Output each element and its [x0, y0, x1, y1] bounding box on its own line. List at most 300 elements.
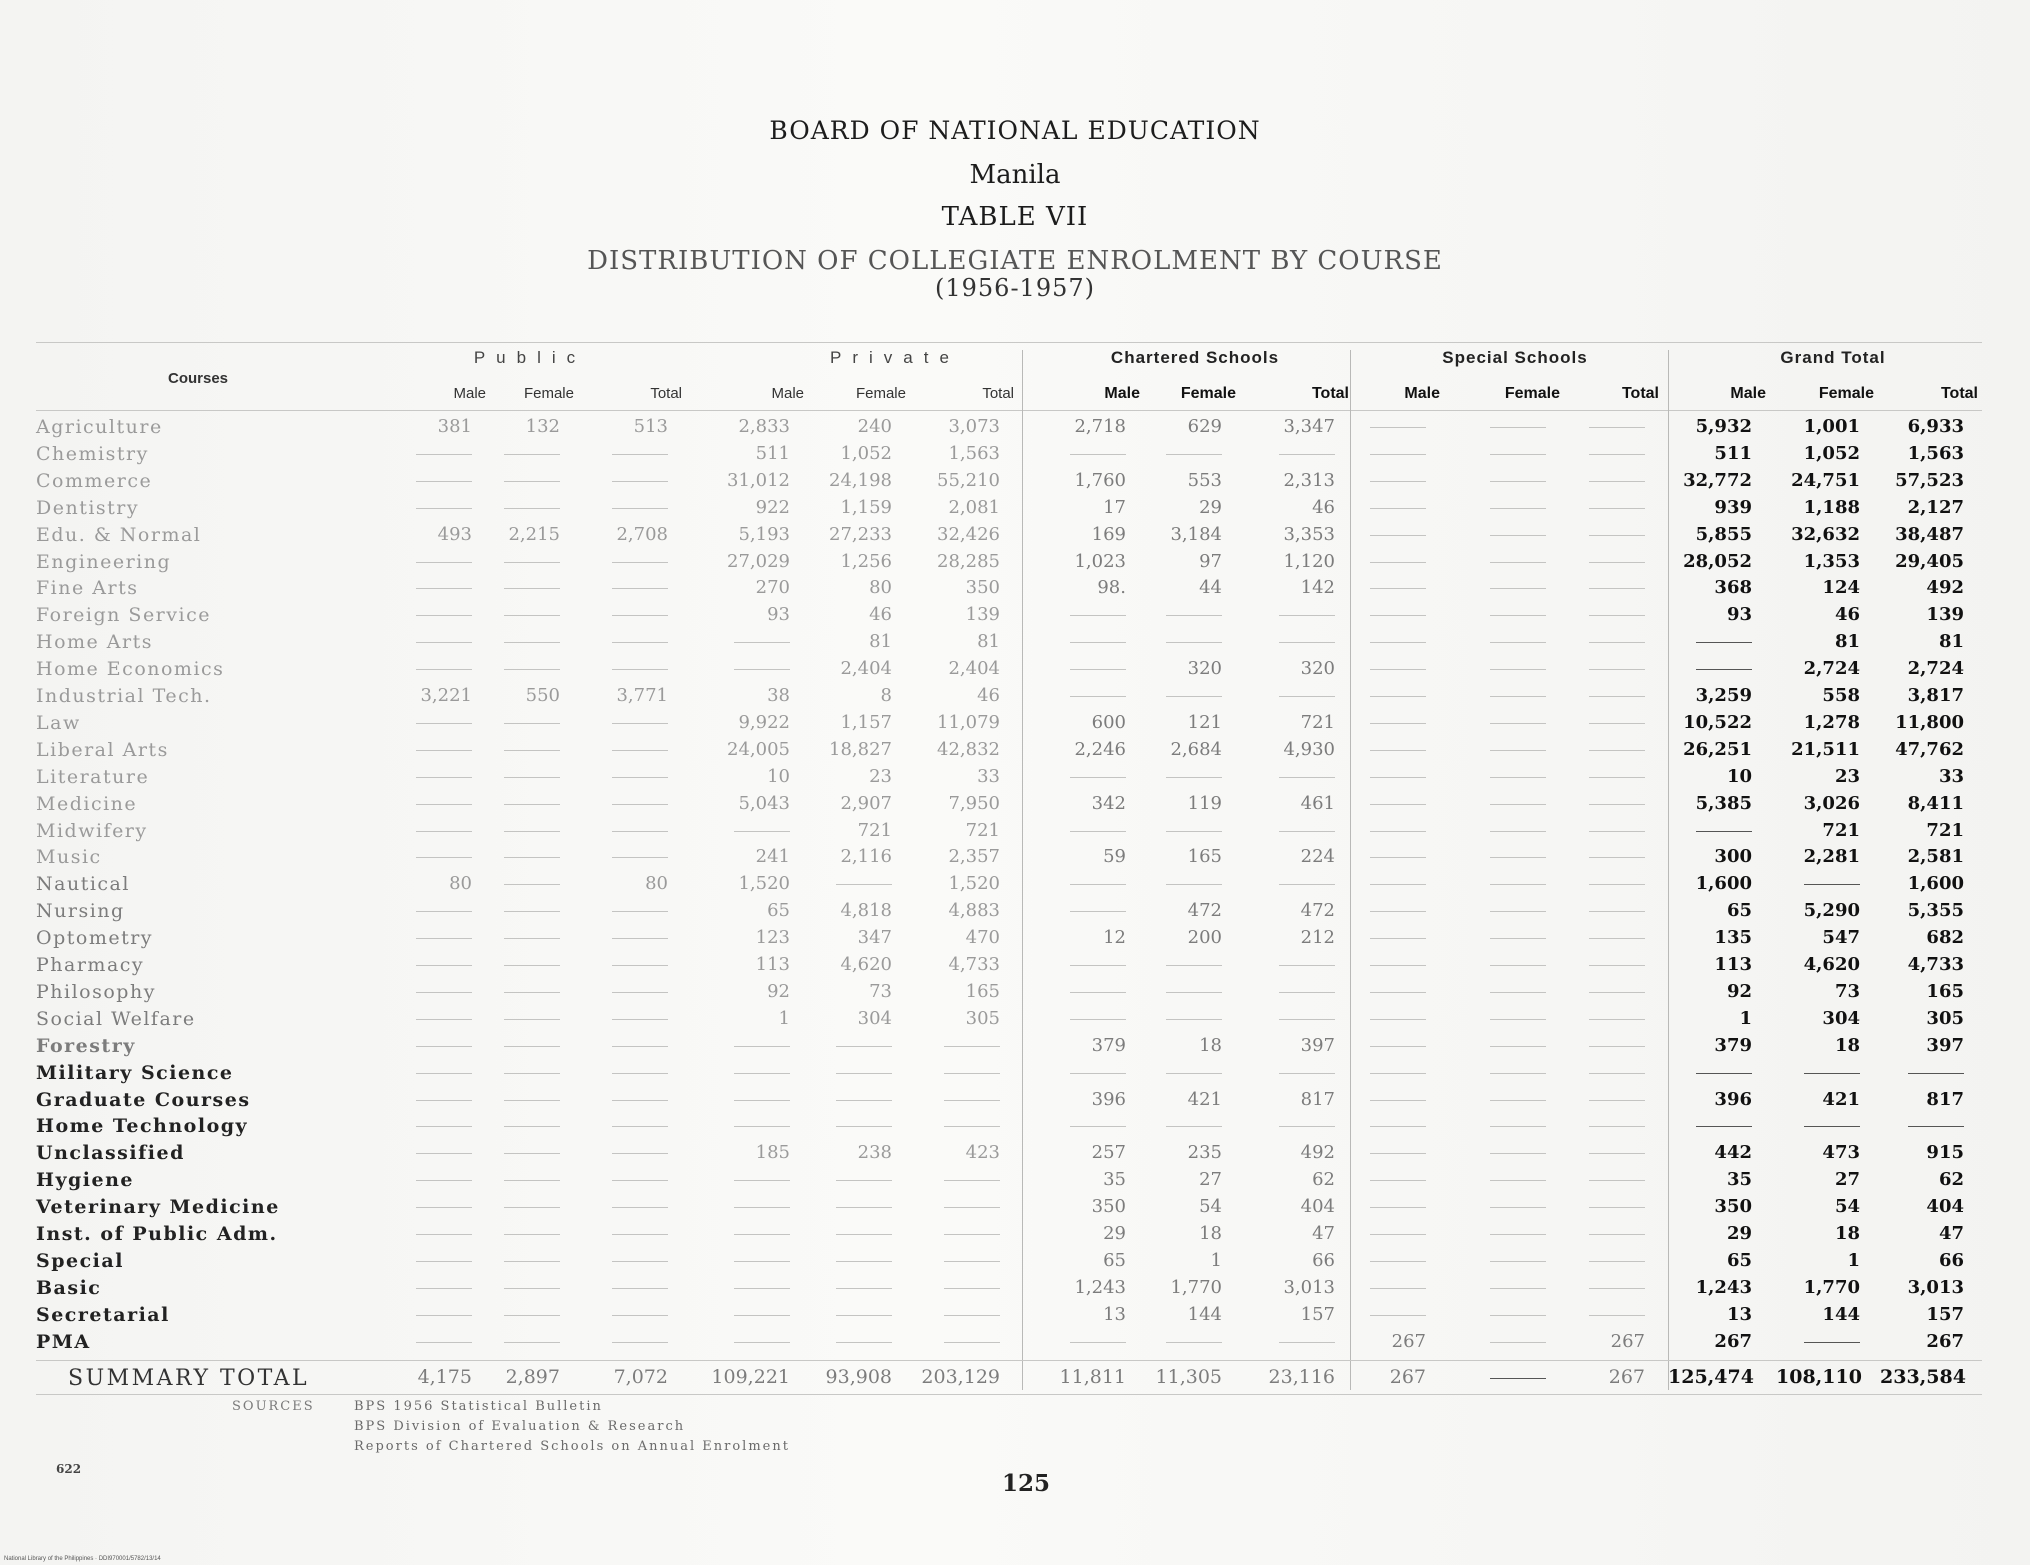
table-cell [388, 766, 472, 787]
empty-dash [416, 911, 472, 912]
table-cell: 721 [1822, 820, 1860, 841]
empty-dash [836, 1207, 892, 1208]
empty-dash [504, 1180, 560, 1181]
table-cell [1042, 1331, 1126, 1352]
table-cell [1776, 873, 1860, 894]
table-cell [584, 631, 668, 652]
table-cell [1561, 1223, 1645, 1244]
table-cell: 721 [857, 820, 892, 841]
table-cell: 165 [1926, 981, 1964, 1002]
table-cell [706, 1035, 790, 1056]
table-cell [916, 1331, 1000, 1352]
table-cell: 1,188 [1803, 497, 1860, 518]
table-cell: 5,855 [1695, 524, 1752, 545]
table-row [0, 846, 2030, 873]
column-subheader: Male [1404, 385, 1440, 402]
empty-dash [1370, 750, 1426, 751]
empty-dash [504, 1100, 560, 1101]
empty-dash [1589, 615, 1645, 616]
empty-dash [504, 911, 560, 912]
empty-dash [612, 750, 668, 751]
table-cell: 24,751 [1791, 470, 1860, 491]
table-cell: 3,771 [616, 685, 668, 706]
empty-dash [416, 1073, 472, 1074]
course-name: Basic [36, 1277, 102, 1299]
table-cell: 93 [1726, 604, 1752, 625]
empty-dash [1070, 884, 1126, 885]
empty-dash [416, 804, 472, 805]
table-cell [1561, 1062, 1645, 1083]
empty-dash [944, 1288, 1000, 1289]
table-cell: 13 [1103, 1304, 1126, 1325]
table-cell: 1,120 [1283, 551, 1335, 572]
table-cell [1342, 873, 1426, 894]
table-cell [808, 1250, 892, 1271]
table-cell: 32,426 [937, 524, 1000, 545]
table-cell: 2,404 [840, 658, 892, 679]
table-cell: 142 [1300, 577, 1335, 598]
empty-dash [1370, 1288, 1426, 1289]
empty-dash [1070, 1019, 1126, 1020]
empty-dash [416, 1342, 472, 1343]
empty-dash [1370, 1126, 1426, 1127]
course-name: Dentistry [36, 497, 140, 519]
table-cell: 113 [1714, 954, 1752, 975]
table-cell: 13 [1726, 1304, 1752, 1325]
table-cell: 922 [755, 497, 790, 518]
table-cell: 1,563 [948, 443, 1000, 464]
table-cell [1342, 739, 1426, 760]
table-cell [1462, 1196, 1546, 1217]
table-cell [388, 927, 472, 948]
empty-dash [504, 1342, 560, 1343]
table-cell [476, 577, 560, 598]
empty-dash [944, 1180, 1000, 1181]
table-cell: 54 [1199, 1196, 1222, 1217]
course-name: Secretarial [36, 1304, 170, 1326]
table-cell: 241 [755, 846, 790, 867]
empty-dash [1279, 831, 1335, 832]
table-row [0, 470, 2030, 497]
course-name: Nautical [36, 873, 130, 895]
table-cell: 38,487 [1895, 524, 1964, 545]
table-cell [1251, 873, 1335, 894]
empty-dash [612, 1180, 668, 1181]
table-cell [1342, 954, 1426, 975]
table-cell [1342, 712, 1426, 733]
empty-dash [1589, 1019, 1645, 1020]
empty-dash [504, 804, 560, 805]
empty-dash [504, 1126, 560, 1127]
empty-dash [1166, 615, 1222, 616]
table-cell [1561, 524, 1645, 545]
empty-dash [504, 831, 560, 832]
empty-dash [1589, 777, 1645, 778]
empty-dash [1589, 831, 1645, 832]
table-cell [584, 1008, 668, 1029]
column-subheader: Total [1621, 385, 1659, 402]
table-cell [584, 981, 668, 1002]
table-cell: 66 [1312, 1250, 1335, 1271]
table-cell: 3,259 [1695, 685, 1752, 706]
table-cell [706, 1277, 790, 1298]
table-cell: 1,159 [840, 497, 892, 518]
empty-dash [734, 642, 790, 643]
empty-dash [416, 1315, 472, 1316]
table-cell [1251, 1331, 1335, 1352]
table-cell [1561, 577, 1645, 598]
table-cell: 511 [755, 443, 790, 464]
empty-dash [1490, 1073, 1546, 1074]
table-cell [1462, 1250, 1546, 1271]
table-cell [1462, 631, 1546, 652]
table-cell [1462, 981, 1546, 1002]
empty-dash [1589, 588, 1645, 589]
table-cell [1462, 470, 1546, 491]
empty-dash [1166, 1019, 1222, 1020]
table-cell: 1,520 [738, 873, 790, 894]
table-cell: 2,246 [1074, 739, 1126, 760]
empty-dash [1279, 454, 1335, 455]
empty-dash [944, 1073, 1000, 1074]
empty-dash [836, 1315, 892, 1316]
empty-dash [1490, 1126, 1546, 1127]
table-row [0, 927, 2030, 954]
table-cell [388, 1223, 472, 1244]
empty-dash [1589, 1261, 1645, 1262]
table-cell: 368 [1714, 577, 1752, 598]
table-cell: 24,198 [829, 470, 892, 491]
table-cell [1561, 873, 1645, 894]
empty-dash [1696, 642, 1752, 643]
empty-dash [1279, 696, 1335, 697]
empty-dash [836, 884, 892, 885]
table-cell [1668, 1115, 1752, 1136]
table-cell: 27,233 [829, 524, 892, 545]
table-cell: 600 [1091, 712, 1126, 733]
empty-dash [612, 857, 668, 858]
table-cell [1561, 685, 1645, 706]
course-name: Hygiene [36, 1169, 134, 1191]
table-cell: 473 [1822, 1142, 1860, 1163]
table-cell [1462, 443, 1546, 464]
empty-dash [944, 1100, 1000, 1101]
table-row [0, 1035, 2030, 1062]
course-name: Music [36, 846, 102, 868]
empty-dash [416, 1207, 472, 1208]
empty-dash [1070, 1126, 1126, 1127]
table-row [0, 981, 2030, 1008]
table-cell: 46 [1312, 497, 1335, 518]
empty-dash [734, 1126, 790, 1127]
table-cell: 1,600 [1695, 873, 1752, 894]
table-cell [1042, 1115, 1126, 1136]
table-cell [808, 873, 892, 894]
empty-dash [1490, 427, 1546, 428]
empty-dash [1166, 642, 1222, 643]
table-cell [1561, 1169, 1645, 1190]
empty-dash [1370, 642, 1426, 643]
table-cell [1561, 793, 1645, 814]
empty-dash [612, 562, 668, 563]
table-cell: 32,632 [1791, 524, 1860, 545]
table-cell: 553 [1187, 470, 1222, 491]
empty-dash [1166, 454, 1222, 455]
table-cell [476, 846, 560, 867]
empty-dash [1370, 562, 1426, 563]
table-cell: 3,184 [1170, 524, 1222, 545]
table-cell: 11,800 [1895, 712, 1964, 733]
table-cell: 257 [1091, 1142, 1126, 1163]
table-cell: 93 [767, 604, 790, 625]
table-cell: 10 [1726, 766, 1752, 787]
empty-dash [504, 1261, 560, 1262]
table-cell: 80 [869, 577, 892, 598]
course-name: Social Welfare [36, 1008, 196, 1030]
table-cell: 42,832 [937, 739, 1000, 760]
table-cell [706, 1169, 790, 1190]
empty-dash [504, 857, 560, 858]
table-cell: 1,278 [1803, 712, 1860, 733]
table-cell [1462, 1277, 1546, 1298]
empty-dash [734, 1100, 790, 1101]
table-cell [1042, 631, 1126, 652]
empty-dash [1370, 911, 1426, 912]
table-cell [916, 1035, 1000, 1056]
empty-dash [1589, 1073, 1645, 1074]
empty-dash [1370, 508, 1426, 509]
table-cell [476, 739, 560, 760]
empty-dash [612, 1153, 668, 1154]
empty-dash [1589, 857, 1645, 858]
table-cell [916, 1304, 1000, 1325]
empty-dash [1370, 1100, 1426, 1101]
table-cell [388, 846, 472, 867]
table-cell [584, 739, 668, 760]
table-cell [1138, 1008, 1222, 1029]
table-cell [1042, 954, 1126, 975]
table-cell [706, 820, 790, 841]
table-row [0, 1196, 2030, 1223]
empty-dash [1589, 1315, 1645, 1316]
table-cell [584, 900, 668, 921]
course-name: Veterinary Medicine [36, 1196, 280, 1218]
table-cell: 320 [1300, 658, 1335, 679]
empty-dash [1370, 588, 1426, 589]
empty-dash [836, 1288, 892, 1289]
table-cell [584, 658, 668, 679]
table-cell [1342, 981, 1426, 1002]
table-cell [1342, 1142, 1426, 1163]
table-cell [1342, 1008, 1426, 1029]
table-cell [1462, 712, 1546, 733]
table-cell: 47 [1938, 1223, 1964, 1244]
empty-dash [504, 938, 560, 939]
table-cell [388, 793, 472, 814]
summary-cell: 109,221 [711, 1366, 790, 1388]
empty-dash [944, 1315, 1000, 1316]
table-cell: 5,193 [738, 524, 790, 545]
empty-dash [612, 831, 668, 832]
table-cell [476, 1169, 560, 1190]
table-cell: 27 [1834, 1169, 1860, 1190]
table-cell: 721 [965, 820, 1000, 841]
empty-dash [944, 1126, 1000, 1127]
empty-dash [1166, 777, 1222, 778]
table-cell [706, 1331, 790, 1352]
summary-cell: 7,072 [613, 1366, 668, 1388]
table-cell [476, 631, 560, 652]
table-cell [808, 1196, 892, 1217]
column-subheader: Female [1818, 385, 1874, 402]
table-cell [1776, 1062, 1860, 1083]
table-cell [584, 1250, 668, 1271]
empty-dash [1370, 669, 1426, 670]
empty-dash [1279, 615, 1335, 616]
table-cell [1042, 604, 1126, 625]
empty-dash [504, 1046, 560, 1047]
table-cell: 54 [1834, 1196, 1860, 1217]
table-cell [706, 1115, 790, 1136]
table-cell [916, 1089, 1000, 1110]
table-cell: 381 [437, 416, 472, 437]
empty-dash [1070, 454, 1126, 455]
table-cell: 1,052 [840, 443, 892, 464]
table-cell [1138, 443, 1222, 464]
empty-dash [1589, 1100, 1645, 1101]
table-number: TABLE VII [941, 202, 1089, 232]
table-row [0, 416, 2030, 443]
table-cell [1880, 1115, 1964, 1136]
table-cell [916, 1223, 1000, 1244]
table-cell: 721 [1300, 712, 1335, 733]
table-cell [808, 1331, 892, 1352]
table-cell [1251, 981, 1335, 1002]
empty-dash [612, 615, 668, 616]
empty-dash [504, 1288, 560, 1289]
empty-dash [612, 588, 668, 589]
table-cell: 4,620 [1803, 954, 1860, 975]
empty-dash [416, 1126, 472, 1127]
table-cell [1462, 820, 1546, 841]
empty-dash [1490, 804, 1546, 805]
empty-dash [612, 1073, 668, 1074]
table-cell: 2,718 [1074, 416, 1126, 437]
empty-dash [504, 1234, 560, 1235]
table-cell [1042, 766, 1126, 787]
course-name: Inst. of Public Adm. [36, 1223, 278, 1245]
table-cell [1462, 900, 1546, 921]
table-cell [706, 1196, 790, 1217]
table-cell: 1,770 [1803, 1277, 1860, 1298]
empty-dash [1166, 884, 1222, 885]
empty-dash [1490, 588, 1546, 589]
table-cell [808, 1223, 892, 1244]
table-title: DISTRIBUTION OF COLLEGIATE ENROLMENT BY COURSE [587, 246, 1443, 276]
table-cell: 65 [1726, 1250, 1752, 1271]
table-cell: 4,930 [1283, 739, 1335, 760]
empty-dash [1070, 965, 1126, 966]
table-cell [1668, 820, 1752, 841]
table-cell [1342, 551, 1426, 572]
table-cell [1561, 900, 1645, 921]
table-cell: 1,563 [1907, 443, 1964, 464]
table-cell [476, 658, 560, 679]
table-cell [1342, 604, 1426, 625]
table-cell: 81 [1938, 631, 1964, 652]
table-cell [1561, 766, 1645, 787]
empty-dash [504, 1315, 560, 1316]
empty-dash [612, 723, 668, 724]
table-cell [388, 900, 472, 921]
table-cell [388, 1169, 472, 1190]
table-cell: 123 [755, 927, 790, 948]
table-cell [1561, 604, 1645, 625]
empty-dash [416, 992, 472, 993]
table-cell: 2,724 [1803, 658, 1860, 679]
empty-dash [1490, 669, 1546, 670]
empty-dash [1804, 1126, 1860, 1127]
table-row [0, 685, 2030, 712]
table-cell [388, 739, 472, 760]
table-cell: 3,221 [420, 685, 472, 706]
empty-dash [836, 1126, 892, 1127]
empty-dash [734, 1261, 790, 1262]
table-cell [1342, 1035, 1426, 1056]
course-name: Law [36, 712, 81, 734]
table-cell [1561, 927, 1645, 948]
table-cell: 18 [1834, 1035, 1860, 1056]
table-cell [1138, 685, 1222, 706]
table-cell: 33 [977, 766, 1000, 787]
table-cell: 35 [1103, 1169, 1126, 1190]
empty-dash [1589, 535, 1645, 536]
table-cell [706, 1062, 790, 1083]
table-cell: 4,620 [840, 954, 892, 975]
table-cell [584, 766, 668, 787]
table-cell [1342, 577, 1426, 598]
table-cell: 3,026 [1803, 793, 1860, 814]
course-name: Medicine [36, 793, 138, 815]
table-cell: 350 [965, 577, 1000, 598]
table-cell: 5,932 [1695, 416, 1752, 437]
table-cell: 421 [1187, 1089, 1222, 1110]
table-row [0, 1169, 2030, 1196]
table-cell: 4,818 [840, 900, 892, 921]
table-cell: 18 [1834, 1223, 1860, 1244]
table-cell [476, 1331, 560, 1352]
table-cell: 12 [1103, 927, 1126, 948]
empty-dash [416, 1046, 472, 1047]
empty-dash [734, 831, 790, 832]
empty-dash [1804, 1342, 1860, 1343]
table-cell: 1,600 [1907, 873, 1964, 894]
course-name: Agriculture [36, 416, 163, 438]
table-cell [1138, 631, 1222, 652]
empty-dash [1589, 427, 1645, 428]
empty-dash [1589, 723, 1645, 724]
table-cell [1561, 846, 1645, 867]
table-cell [808, 1062, 892, 1083]
empty-dash [734, 1342, 790, 1343]
table-cell [388, 443, 472, 464]
table-cell: 350 [1714, 1196, 1752, 1217]
table-cell: 915 [1926, 1142, 1964, 1163]
table-cell: 4,733 [1907, 954, 1964, 975]
empty-dash [944, 1342, 1000, 1343]
table-cell [706, 658, 790, 679]
table-cell [1251, 631, 1335, 652]
